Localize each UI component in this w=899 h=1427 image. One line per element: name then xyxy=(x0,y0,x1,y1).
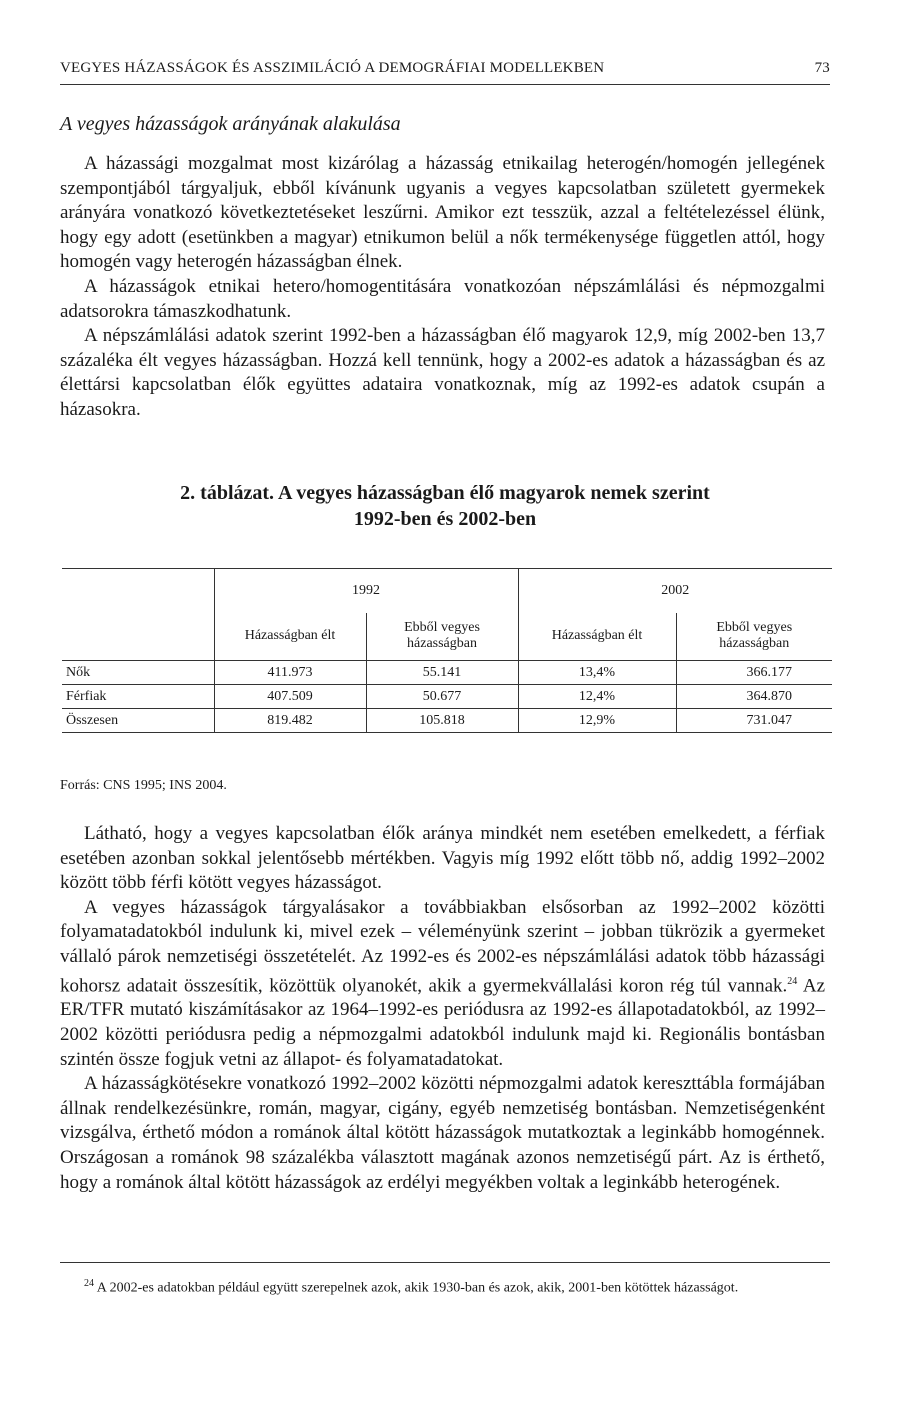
footnote-rule xyxy=(60,1262,830,1263)
row-label: Nők xyxy=(62,661,214,685)
table-header-sub xyxy=(62,613,832,661)
table-caption-text: A vegyes házasságban élő magyarok nemek szerint xyxy=(277,482,710,504)
footnote xyxy=(60,1274,830,1299)
footnote-text: A 2002-es adatokban például együtt szerepelnek azok, akik 1930-ban és azok, akik, 2001-ben kötöttek házasságot. xyxy=(94,1280,739,1296)
running-head-title: VEGYES HÁZASSÁGOK ÉS ASSZIMILÁCIÓ A DEMOGRÁFIAI MODELLEKBEN xyxy=(60,60,605,76)
paragraph: Látható, hogy a vegyes kapcsolatban élők aránya mindkét nem esetében emelkedett, a férfiak esetében azonban sokkal jelentősebb mértékben. Vagyis míg 1992 előtt több nő, addig 1992–2002 között több férfi kötött vegyes házasságot. xyxy=(60,823,825,894)
paragraph xyxy=(60,896,825,1072)
paragraph: A házassági mozgalmat most kizárólag a házasság etnikailag heterogén/homogén jellegének szempontjából tárgyaljuk, ebből kívánunk ugyanis a vegyes kapcsolatban született gyermekek arányára vonatkozó következtetéseket leszűrni. Amikor ezt tesszük, azzal a feltételezéssel élünk, hogy egy adott (esetünkben a magyar) etnikumon belül a nők termékenysége független attól, hogy homogén vagy heterogén házasságban élnek. xyxy=(60,153,825,273)
table-cell: 366.177 xyxy=(676,661,832,685)
table-caption-number: 2. táblázat. xyxy=(180,482,275,504)
table-cell: 407.509 xyxy=(214,685,366,709)
table-row xyxy=(62,709,832,733)
table-row xyxy=(62,661,832,685)
running-head xyxy=(60,60,830,77)
table-cell: 819.482 xyxy=(214,709,366,733)
page-number: 73 xyxy=(814,60,830,76)
column-header: Házasságban élt xyxy=(214,613,366,661)
table-cell: 364.870 xyxy=(676,685,832,709)
column-header: Házasságban élt xyxy=(518,613,676,661)
section-title: A vegyes házasságok arányának alakulása xyxy=(60,113,401,135)
column-header: Ebből vegyes házasságban xyxy=(366,613,518,661)
table-caption xyxy=(60,480,830,532)
table-row xyxy=(62,685,832,709)
table-cell: 105.818 xyxy=(366,709,518,733)
header-rule xyxy=(60,84,830,85)
table-corner xyxy=(62,569,214,613)
paragraph-text: Az ER/TFR mutató kiszámításakor az 1964–1992-es periódusra az 1992-es állapotadatokból, az 1992–2002 közötti periódusra pedig a népmozgalmi adatokból indulunk majd ki. Regionális bontásban szintén össze fogjuk vetni az állapot- és folyamatadatokat. xyxy=(60,974,825,1070)
row-label: Férfiak xyxy=(62,685,214,709)
year-header: 2002 xyxy=(518,569,832,613)
table-cell: 12,9% xyxy=(518,709,676,733)
table-header-years xyxy=(62,569,832,613)
table-corner-sub xyxy=(62,613,214,661)
table-source: Forrás: CNS 1995; INS 2004. xyxy=(60,778,227,793)
year-header: 1992 xyxy=(214,569,518,613)
paragraph-text: A vegyes házasságok tárgyalásakor a továbbiakban elsősorban az 1992–2002 közötti folyamatadatokból indulunk ki, mivel ezek – véleményünk szerint – jobban tükrözik a gyermeket vállaló párok nemzetiségi összetételét. Az 1992-es és 2002-es népszámlálási adatok több házassági kohorsz adatait összesítik, közöttük olyanokét, akik a gyermekvállalási koron rég túl vannak. xyxy=(60,896,825,996)
paragraph: A házasságkötésekre vonatkozó 1992–2002 közötti népmozgalmi adatok kereszttábla formájában állnak rendelkezésünkre, román, magyar, cigány, egyéb nemzetiség bontásban. Nemzetiségenként vizsgálva, érthető módon a románok által kötött házasságok mutatkoztak a leginkább homogénnek. Országosan a románok 98 százalékba választott magának azonos nemzetiségű párt. Az is érthető, hogy a románok által kötött házasságok az erdélyi megyékben voltak a leginkább heterogének. xyxy=(60,1073,825,1193)
table-cell: 12,4% xyxy=(518,685,676,709)
paragraph: A házasságok etnikai hetero/homogentitására vonatkozóan népszámlálási és népmozgalmi adatsorokra támaszkodhatunk. xyxy=(60,275,825,322)
body-text-bottom xyxy=(60,822,825,1195)
footnote-reference: 24 xyxy=(787,975,798,987)
paragraph: A népszámlálási adatok szerint 1992-ben a házasságban élő magyarok 12,9, míg 2002-ben 13,7 százaléka élt vegyes házasságban. Hozzá kell tennünk, hogy a 2002-es adatok a házasságban és az élettársi kapcsolatban élők együttes adataira vonatkoznak, míg az 1992-es adatok csupán a házasokra. xyxy=(60,325,825,420)
column-header: Ebből vegyes házasságban xyxy=(676,613,832,661)
table-cell: 50.677 xyxy=(366,685,518,709)
table-cell: 55.141 xyxy=(366,661,518,685)
table-caption-line2: 1992-ben és 2002-ben xyxy=(353,508,537,530)
footnote-number: 24 xyxy=(84,1278,94,1289)
row-label: Összesen xyxy=(62,709,214,733)
data-table xyxy=(62,568,832,733)
table-cell: 731.047 xyxy=(676,709,832,733)
table-cell: 411.973 xyxy=(214,661,366,685)
table-cell: 13,4% xyxy=(518,661,676,685)
body-text-top xyxy=(60,152,825,423)
